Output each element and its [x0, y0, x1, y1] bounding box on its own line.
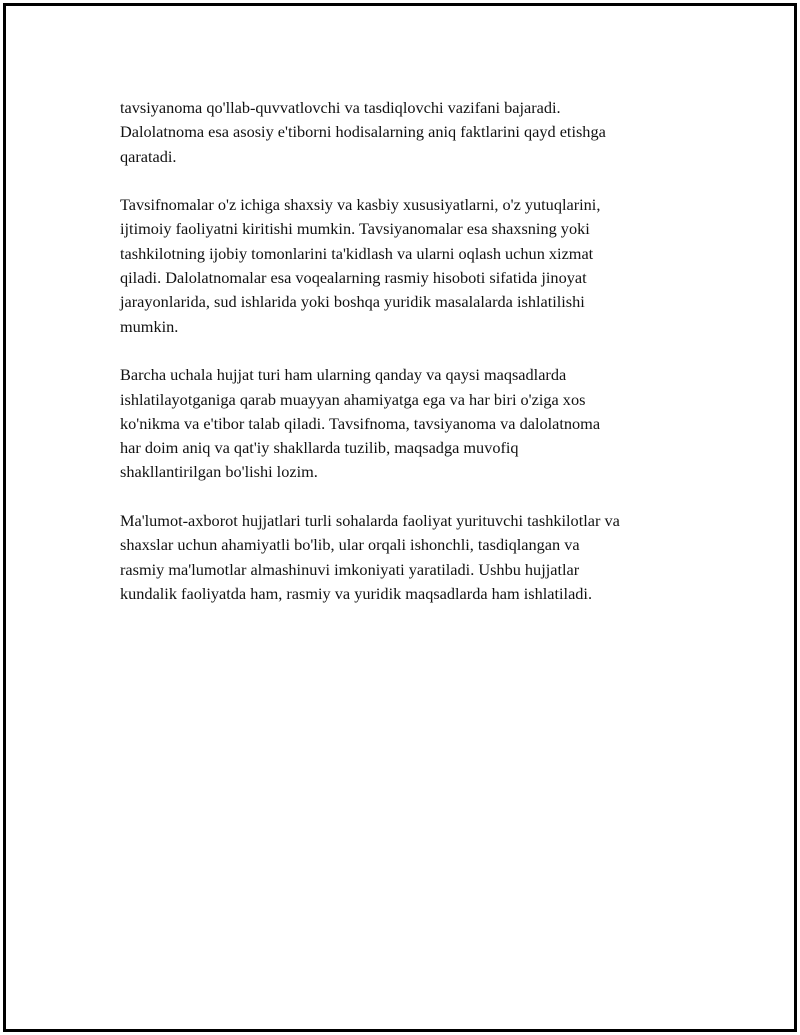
page-border [3, 3, 797, 1032]
paragraph-4: Ma'lumot-axborot hujjatlari turli sohalarda faoliyat yurituvchi tashkilotlar va shaxslar uchun ahamiyatli bo'lib, ular orqali ishonchli, tasdiqlangan va rasmiy ma'lumotlar almashinuvi imkoniyati yaratiladi. Ushbu hujjatlar kundalik faoliyatda ham, rasmiy va yuridik maqsadlarda ham ishlatiladi. [120, 511, 620, 603]
paragraph-1: tavsiyanoma qo'llab-quvvatlovchi va tasdiqlovchi vazifani bajaradi. Dalolatnoma esa asosiy e'tiborni hodisalarning aniq faktlarini qayd etishga qaratadi. [120, 98, 606, 166]
document-body [120, 96, 710, 631]
paragraph-2: Tavsifnomalar o'z ichiga shaxsiy va kasbiy xususiyatlarni, o'z yutuqlarini, ijtimoiy faoliyatni kiritishi mumkin. Tavsiyanomalar esa shaxsning yoki tashkilotning ijobiy tomonlarini ta'kidlash va ularni oqlash uchun xizmat qiladi. Dalolatnomalar esa voqealarning rasmiy hisoboti sifatida jinoyat jarayonlarida, sud ishlarida yoki boshqa yuridik masalalarda ishlatilishi mumkin. [120, 195, 601, 336]
paragraph-3: Barcha uchala hujjat turi ham ularning qanday va qaysi maqsadlarda ishlatilayotganiga qarab muayyan ahamiyatga ega va har biri o'ziga xos ko'nikma va e'tibor talab qiladi. Tavsifnoma, tavsiyanoma va dalolatnoma har doim aniq va qat'iy shakllarda tuzilib, maqsadga muvofiq shakllantirilgan bo'lishi lozim. [120, 365, 601, 482]
